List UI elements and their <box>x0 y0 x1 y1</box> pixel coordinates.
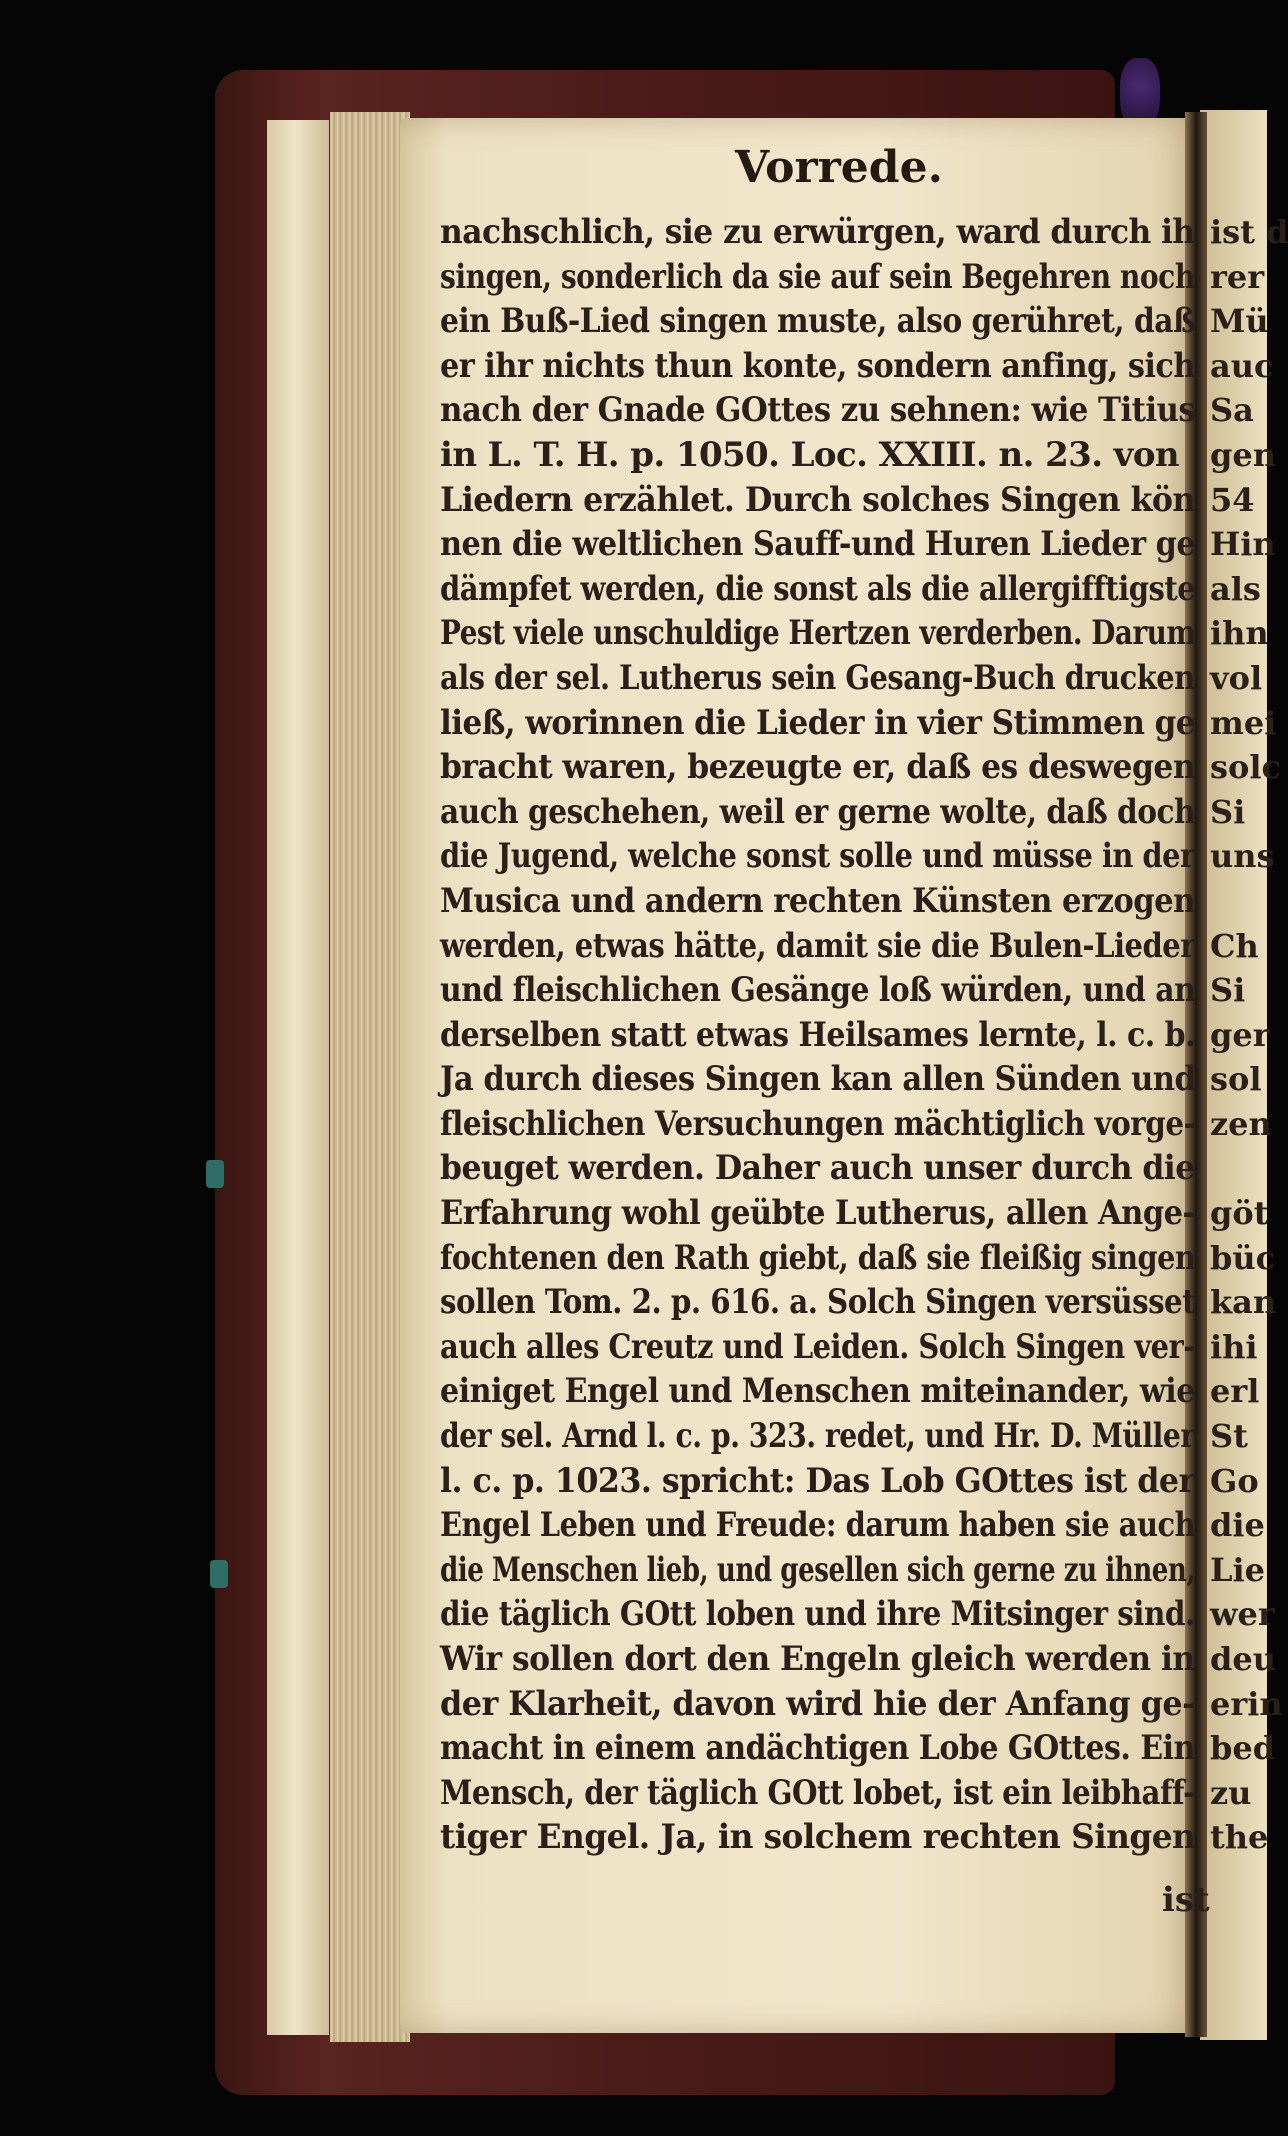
text-line: der Klarheit, davon wird hie der Anfang ge- <box>440 1683 1195 1724</box>
text-line: und fleischlichen Gesänge loß würden, und an <box>440 970 1196 1011</box>
text-line: die täglich GOtt loben und ihre Mitsinger sind. <box>440 1594 1195 1635</box>
text-line: Wir sollen dort den Engeln gleich werden in <box>440 1639 1195 1679</box>
text-line: Mensch, der täglich GOtt lobet, ist ein leibhaff- <box>440 1772 1195 1813</box>
text-line: die Jugend, welche sonst solle und müsse in der <box>440 836 1195 877</box>
next-page-fragment: uns <box>1210 837 1275 876</box>
next-page-fragment: erl <box>1210 1372 1260 1411</box>
next-page-fragment: St <box>1210 1417 1248 1456</box>
next-page-fragment: ihn <box>1210 614 1269 653</box>
next-page-fragment: zen <box>1210 1104 1272 1143</box>
text-line: auch geschehen, weil er gerne wolte, daß doch <box>440 791 1196 832</box>
text-line: tiger Engel. Ja, in solchem rechten Singen <box>440 1817 1196 1858</box>
text-line: derselben statt etwas Heilsames lernte, l. c. b. <box>440 1014 1196 1055</box>
text-line: der sel. Arnd l. c. p. 323. redet, und Hr. D. Müller <box>440 1416 1195 1457</box>
text-line: bracht waren, bezeugte er, daß es deswegen <box>440 747 1196 788</box>
next-page-fragment: Si <box>1210 971 1246 1010</box>
text-line: Engel Leben und Freude: darum haben sie auch <box>440 1505 1196 1546</box>
text-line: einiget Engel und Menschen miteinander, wie <box>440 1371 1195 1412</box>
text-line: beuget werden. Daher auch unser durch die <box>440 1148 1195 1189</box>
text-line: fleischlichen Versuchungen mächtiglich vorge- <box>440 1103 1196 1144</box>
next-page-fragment: the <box>1210 1818 1269 1857</box>
next-page-fragment: erin <box>1210 1684 1283 1723</box>
next-page-fragment: auc <box>1210 346 1274 385</box>
next-page-fragment <box>1210 1146 1288 1191</box>
text-line: er ihr nichts thun konte, sondern anfing, sich <box>440 345 1195 386</box>
next-page-fragment: gen <box>1210 435 1276 474</box>
text-line: auch alles Creutz und Leiden. Solch Singen ver- <box>440 1326 1195 1367</box>
text-line: Liedern erzählet. Durch solches Singen kön <box>440 479 1195 520</box>
next-page-fragments <box>1210 210 1288 1860</box>
text-line: l. c. p. 1023. spricht: Das Lob GOttes ist der <box>440 1460 1195 1501</box>
next-page-fragment: deu <box>1210 1640 1276 1678</box>
body-text <box>440 210 1195 1860</box>
next-page-fragment <box>1210 879 1288 924</box>
next-page-fragment: ger <box>1210 1015 1270 1054</box>
next-page-fragment: ihi <box>1210 1327 1258 1366</box>
clasp-pin-lower <box>210 1560 228 1588</box>
text-line: singen, sonderlich da sie auf sein Begehren noch <box>440 256 1195 297</box>
next-page-fragment: göt <box>1210 1194 1269 1233</box>
next-page-fragment: mei <box>1210 703 1277 742</box>
text-line: Musica und andern rechten Künsten erzogen <box>440 880 1195 921</box>
next-page-fragment: bed <box>1210 1729 1276 1768</box>
text-line: in L. T. H. p. 1050. Loc. XXIII. n. 23. von <box>440 434 1180 475</box>
text-line: die Menschen lieb, und gesellen sich gerne zu ihnen, <box>440 1549 1196 1590</box>
next-page-fragment: Hin <box>1210 525 1276 564</box>
next-page-fragment: die <box>1210 1506 1265 1545</box>
next-page-fragment: sol <box>1210 1060 1262 1099</box>
next-page-fragment: zu <box>1210 1773 1252 1812</box>
next-page-fragment: Si <box>1210 792 1246 831</box>
next-page-fragment: als <box>1210 569 1261 608</box>
running-title: Vorrede. <box>735 142 943 193</box>
text-line: Erfahrung wohl geübte Lutherus, allen Ange- <box>440 1193 1195 1234</box>
text-line: nach der Gnade GOttes zu sehnen: wie Titius <box>440 390 1196 431</box>
text-line: nachschlich, sie zu erwürgen, ward durch ih <box>440 212 1195 252</box>
next-page-fragment: Go <box>1210 1461 1259 1500</box>
text-line: ein Buß-Lied singen muste, also gerühret, daß <box>440 301 1196 342</box>
text-line: werden, etwas hätte, damit sie die Bulen-Lieder <box>440 925 1196 966</box>
next-page-fragment: Lie <box>1210 1550 1266 1589</box>
text-line: sollen Tom. 2. p. 616. a. Solch Singen versüsset <box>440 1282 1196 1323</box>
next-page-fragment: büc <box>1210 1238 1276 1277</box>
text-line: Ja durch dieses Singen kan allen Sünden und <box>440 1059 1196 1100</box>
text-line: als der sel. Lutherus sein Gesang-Buch drucken <box>440 657 1195 698</box>
text-line: macht in einem andächtigen Lobe GOttes. Ein <box>440 1728 1195 1769</box>
catchword: ist <box>1162 1880 1210 1920</box>
next-page-fragment: kan <box>1210 1283 1277 1322</box>
clasp-pin-upper <box>206 1160 224 1188</box>
next-page-fragment: 54 <box>1210 480 1255 519</box>
endpaper-edge <box>267 120 329 2035</box>
next-page-fragment: Mü <box>1210 302 1269 341</box>
next-page-fragment: Sa <box>1210 391 1254 430</box>
text-line: Pest viele unschuldige Hertzen verderben. Darum <box>440 613 1196 654</box>
next-page-fragment: vol <box>1210 658 1263 697</box>
next-page-fragment: Ch <box>1210 926 1259 965</box>
text-line: nen die weltlichen Sauff-und Huren Lieder ge <box>440 524 1196 565</box>
text-line: ließ, worinnen die Lieder in vier Stimmen ge <box>440 702 1195 743</box>
text-line: dämpfet werden, die sonst als die allergifftigste <box>440 568 1196 609</box>
page-block-edges <box>330 112 410 2042</box>
next-page-fragment: rer <box>1210 257 1265 296</box>
next-page-fragment: wer <box>1210 1595 1275 1634</box>
text-line: fochtenen den Rath giebt, daß sie fleißig singen <box>440 1237 1196 1278</box>
next-page-fragment: solc <box>1210 748 1281 787</box>
next-page-fragment: ist d <box>1210 213 1288 251</box>
